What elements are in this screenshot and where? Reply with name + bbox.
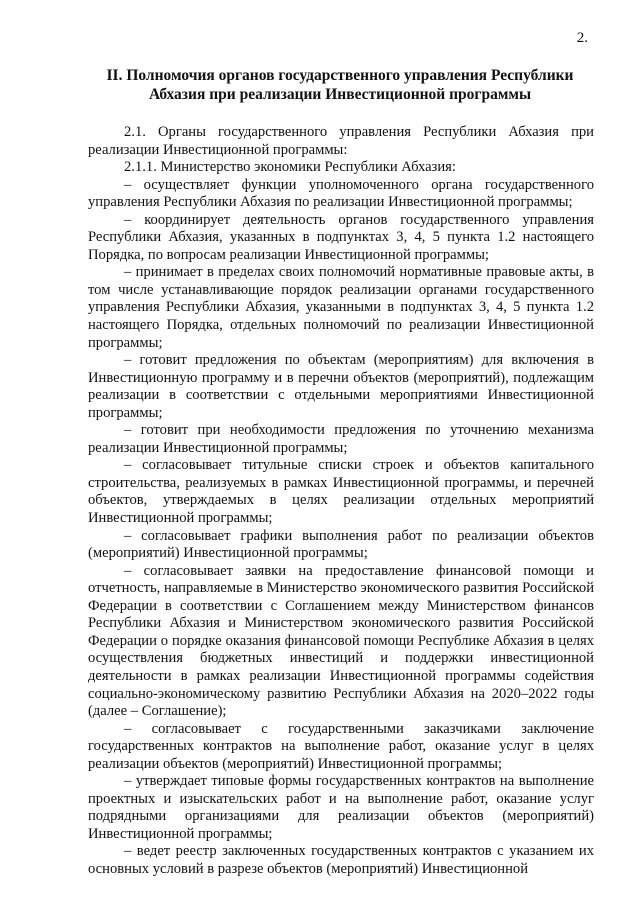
section-title <box>80 66 600 104</box>
list-item: – согласовывает титульные списки строек и объектов капитального строительства, реализуемых в рамках Инвестиционной программы, и перечней объектов, утверждаемых в целях реализации отдельных мероприятий Инвестиционной программы; <box>88 457 594 527</box>
list-item: – утверждает типовые формы государственных контрактов на выполнение проектных и изыскательских работ и на выполнение работ, оказание услуг подрядными организациями для реализации объектов (мероприятий) Инвестиционной программы; <box>88 773 594 842</box>
list-item: – согласовывает заявки на предоставление финансовой помощи и отчетность, направляемые в Министерство экономического развития Российской Федерации в соответствии с Соглашением между Министерством финансов Республики Абхазия и Министерством экономического развития Российской Федерации о порядке оказания финансовой помощи Республике Абхазия в целях осуществления бюджетных инвестиций и поддержки инвестиционной деятельности в рамках реализации Инвестиционной программы содействия социально-экономическому развитию Республики Абхазия на 2020–2022 годы (далее – Соглашение); <box>88 562 594 720</box>
list-item: – ведет реестр заключенных государственных контрактов с указанием их основных условий в разрезе объектов (мероприятий) Инвестиционной <box>88 843 594 877</box>
list-item: – готовит предложения по объектам (мероприятиям) для включения в Инвестиционную программу и в перечни объектов (мероприятий), подлежащим реализации в соответствии с отдельными мероприятиями Инвестиционной программы; <box>88 352 594 421</box>
list-item: – готовит при необходимости предложения по уточнению механизма реализации Инвестиционной программы; <box>88 422 594 456</box>
section-title-line-2: Абхазия при реализации Инвестиционной программы <box>148 86 532 103</box>
list-item: – координирует деятельность органов государственного управления Республики Абхазия, указанных в подпунктах 3, 4, 5 пункта 1.2 настоящего Порядка, по вопросам реализации Инвестиционной программы; <box>88 211 594 263</box>
paragraph-2-1-1: 2.1.1. Министерство экономики Республики Абхазия: <box>124 159 456 176</box>
list-item: – согласовывает графики выполнения работ по реализации объектов (мероприятий) Инвестиционной программы; <box>88 527 594 562</box>
list-item: – осуществляет функции уполномоченного органа государственного управления Республики Абхазия по реализации Инвестиционной программы; <box>88 176 594 211</box>
page-number: 2. <box>576 30 588 46</box>
list-item: – принимает в пределах своих полномочий нормативные правовые акты, в том числе устанавливающие порядок реализации органами государственного управления Республики Абхазия, указанными в подпунктах 3, 4, 5 пункта 1.2 настоящего Порядка, отдельных полномочий по реализации Инвестиционной программы; <box>88 264 594 351</box>
list-item: – согласовывает с государственными заказчиками заключение государственных контрактов на выполнение работ, оказание услуг в целях реализации объектов (мероприятий) Инвестиционной программы; <box>88 720 594 772</box>
section-title-line-1: II. Полномочия органов государственного управления Республики <box>106 67 574 84</box>
document-body <box>88 124 594 879</box>
paragraph-2-1: 2.1. Органы государственного управления Республики Абхазия при реализации Инвестиционной программы: <box>88 124 594 158</box>
